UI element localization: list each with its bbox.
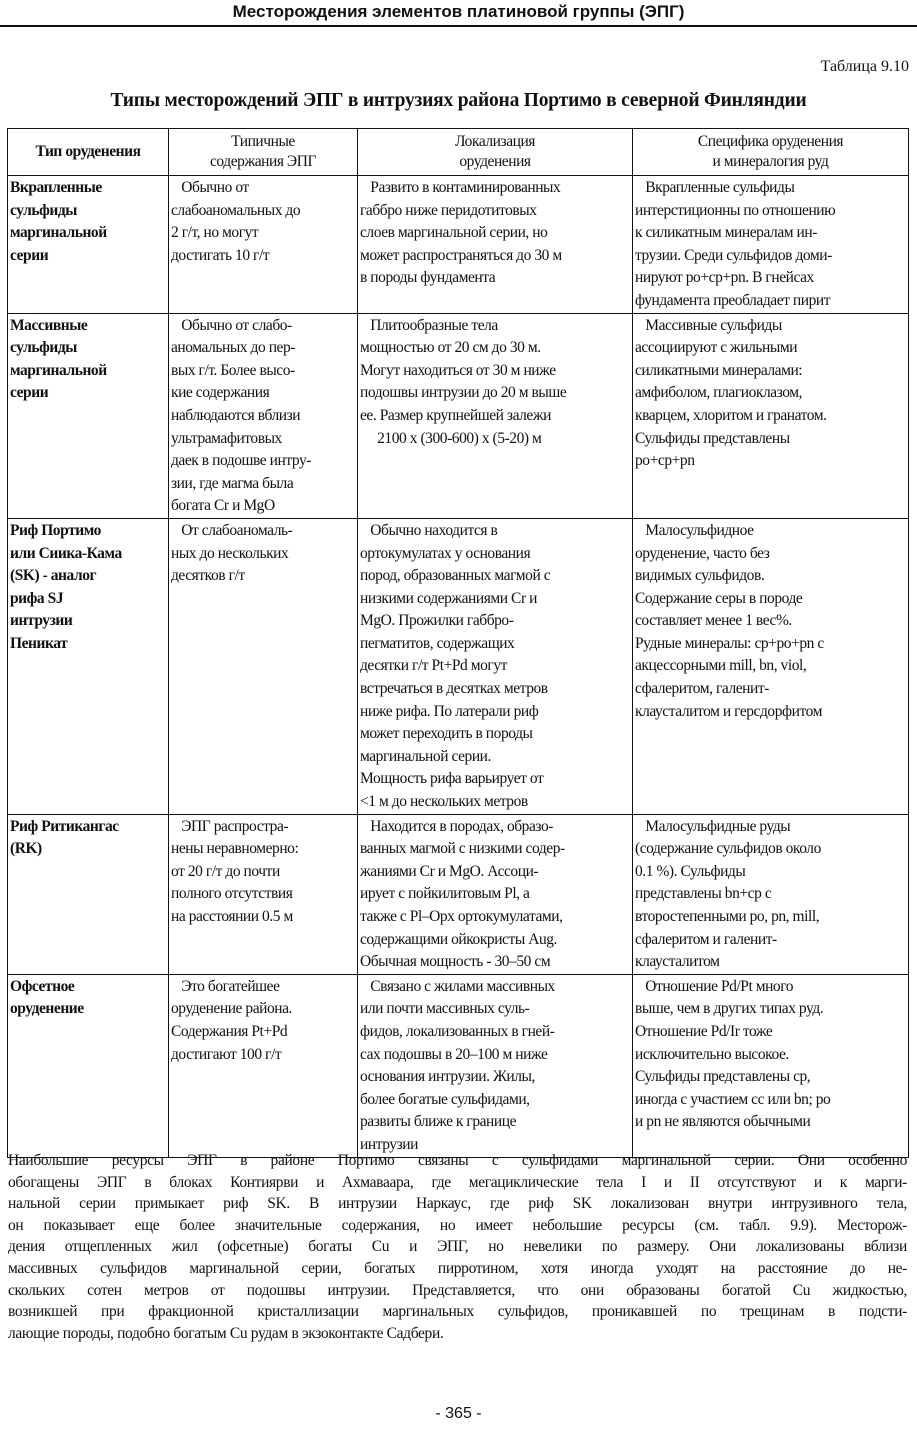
deposit-types-table [7,128,909,1158]
paragraph-line: Наибольшие ресурсы ЭПГ в районе Портимо связаны с сульфидами маргинальной серии. Они особенно [8,1152,907,1169]
table-row [8,814,909,974]
table-row [8,313,909,518]
table-title: Типы месторождений ЭПГ в интрузиях района Портимо в северной Финляндии [110,90,807,111]
mineralogy-cell: Массивные сульфиды ассоциируют с жильными силикатными минералами: амфиболом, плагиоклазом, кварцем, хлоритом и гранатом. Сульфиды представлены po+cp+pn [633,313,909,518]
paragraph-line: скольких сотен метров от подошвы интрузии. Представляется, что они образованы богатой Cu жидкостью, [8,1281,907,1299]
pge-content-cell: Обычно от слабоаномальных до 2 г/т, но могут достигать 10 г/т [169,176,358,314]
body-paragraph [8,1150,907,1344]
pge-content-cell: Обычно от слабо- аномальных до пер- вых г/т. Более высо- кие содержания наблюдаются вблизи ультрамафитовых даек в подошве интру- зии, где магма была богата Cr и MgO [169,313,358,518]
table-row [8,518,909,814]
localization-cell: Находится в породах, образо- ванных магмой с низкими содер- жаниями Cr и MgO. Ассоци- ирует с пойкилитовым Pl, а также с Pl–Opx ортокумулатами, содержащими ойкокристы Aug. Обычная мощность - 30–50 см [358,814,633,974]
mineralogy-cell: Отношение Pd/Pt много выше, чем в других типах руд. Отношение Pd/Ir тоже исключительно высокое. Сульфиды представлены cp, иногда с участием cc или bn; po и pn не являются обычными [633,974,909,1157]
paragraph-line: нальной серии примыкает риф SK. В интрузии Наркаус, где риф SK локализован внутри интрузивного тела, [8,1195,907,1213]
localization-cell: Обычно находится в ортокумулатах у основания пород, образованных магмой с низкими содержаниями Cr и MgO. Прожилки габбро- пегматитов, содержащих десятки г/т Pt+Pd могут встречаться в десятках метров ниже рифа. По латерали риф может переходить в породы маргинальной серии. Мощность рифа варьирует от <1 м до нескольких метров [358,518,633,814]
pge-content-cell: Это богатейшее оруденение района. Содержания Pt+Pd достигают 100 г/т [169,974,358,1157]
paragraph-line: он показывает еще более значительные содержания, но имеет небольшие ресурсы (см. табл. 9.9). Месторож- [8,1216,907,1234]
paragraph-line: обогащены ЭПГ в блоках Контиярви и Ахмаваара, где мегациклические тела I и II отсутствуют и к марги- [8,1173,907,1191]
column-header: Тип оруденения [8,129,169,176]
running-header: Месторождения элементов платиновой группы (ЭПГ) [232,2,685,21]
localization-cell: Плитообразные тела мощностью от 20 см до 30 м. Могут находиться от 30 м ниже подошвы интрузии до 20 м выше ее. Размер крупнейшей залежи 2100 x (300-600) x (5-20) м [358,313,633,518]
pge-content-cell: ЭПГ распростра- нены неравномерно: от 20 г/т до почти полного отсутствия на расстоянии 0.5 м [169,814,358,974]
mineralogy-cell: Малосульфидные руды (содержание сульфидов около 0.1 %). Сульфиды представлены bn+cp с второстепенными po, pn, mill, сфалеритом и галенит- клаусталитом [633,814,909,974]
paragraph-line: лающие породы, подобно богатым Cu рудам в экзоконтакте Садбери. [8,1324,444,1342]
header-rule [0,25,917,27]
mineralogy-cell: Малосульфидное оруденение, часто без видимых сульфидов. Содержание серы в породе составляет менее 1 вес%. Рудные минералы: cp+po+pn с акцессорными mill, bn, viol, сфалеритом, галенит- клаусталитом и герсдорфитом [633,518,909,814]
table-row [8,974,909,1157]
ore-type-cell: Массивные сульфиды маргинальной серии [8,313,169,518]
localization-cell: Связано с жилами массивных или почти массивных суль- фидов, локализованных в гней- сах подошвы в 20–100 м ниже основания интрузии. Жилы, более богатые сульфидами, развиты ближе к границе интрузии [358,974,633,1157]
table-header-row [8,129,909,176]
ore-type-cell: Риф Ритикангас (RK) [8,814,169,974]
page-number: - 365 - [435,1405,482,1422]
table-number: Таблица 9.10 [820,58,909,75]
table-row [8,176,909,314]
ore-type-cell: Вкрапленные сульфиды маргинальной серии [8,176,169,314]
column-header: Типичные содержания ЭПГ [169,129,358,176]
ore-type-cell: Риф Портимо или Сиика-Кама (SK) - аналог рифа SJ интрузии Пеникат [8,518,169,814]
column-header: Специфика оруденения и минералогия руд [633,129,909,176]
paragraph-line: дения отщепленных жил (офсетные) богаты Cu и ЭПГ, но невелики по размеру. Они локализованы вблизи [8,1238,907,1256]
paragraph-line: массивных сульфидов маргинальной серии, богатых пирротином, хотя иногда уходят на расстояние до не- [8,1259,907,1277]
ore-type-cell: Офсетное оруденение [8,974,169,1157]
mineralogy-cell: Вкрапленные сульфиды интерстиционны по отношению к силикатным минералам ин- трузии. Среди сульфидов доми- нируют po+cp+pn. В гнейсах фундамента преобладает пирит [633,176,909,314]
pge-content-cell: От слабоаномаль- ных до нескольких десятков г/т [169,518,358,814]
paragraph-line: возникшей при фракционной кристаллизации маргинальных сульфидов, проникавшей по трещинам в подсти- [8,1303,907,1321]
column-header: Локализация оруденения [358,129,633,176]
localization-cell: Развито в контаминированных габбро ниже перидотитовых слоев маргинальной серии, но может распространяться до 30 м в породы фундамента [358,176,633,314]
